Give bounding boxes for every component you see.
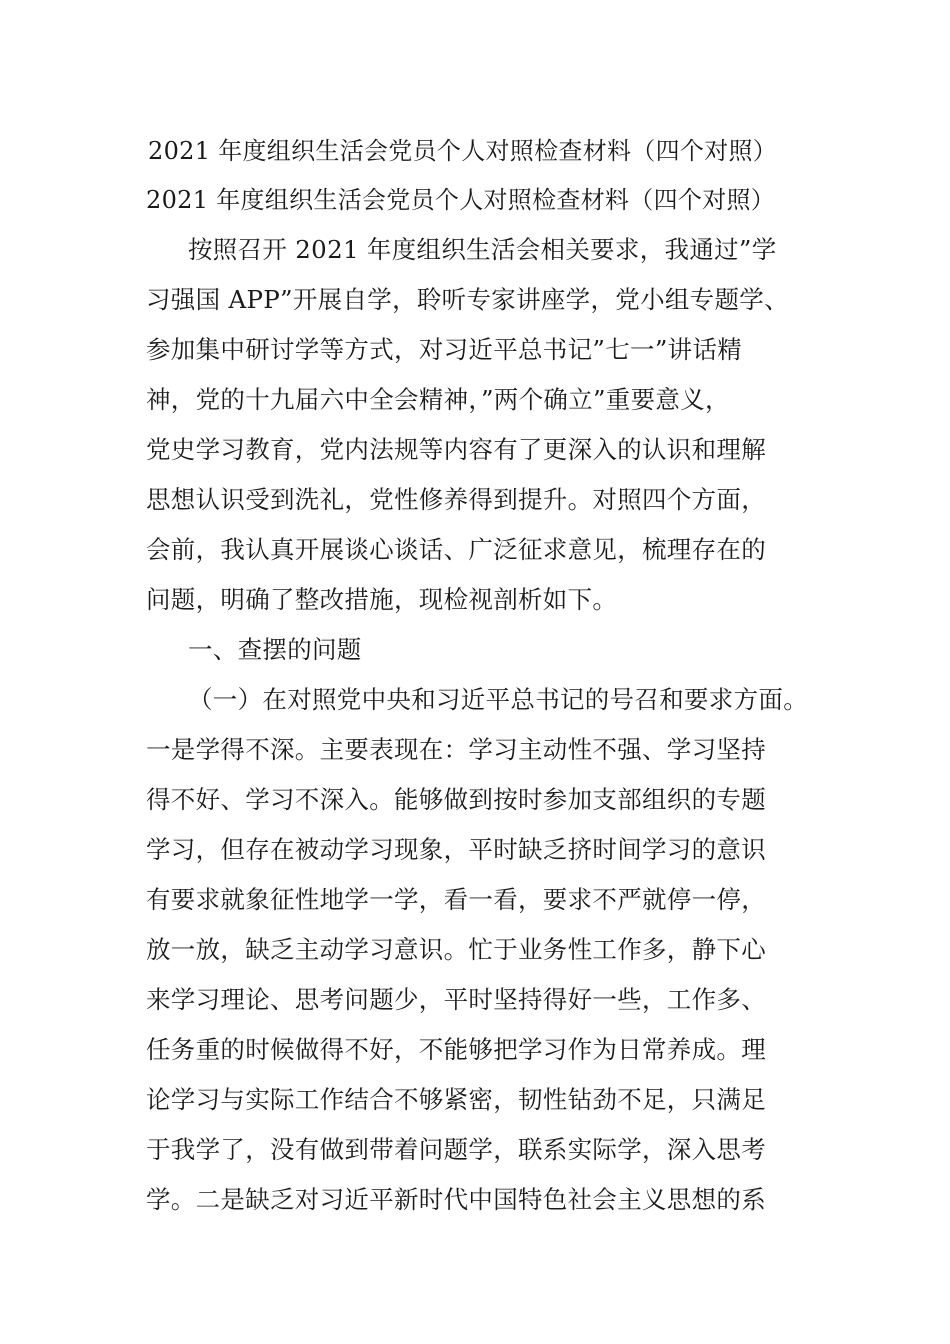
paragraph-line: 一是学得不深。主要表现在：学习主动性不强、学习坚持 [146,735,766,764]
paragraph-line: 来学习理论、思考问题少，平时坚持得好一些，工作多、 [146,985,766,1014]
paragraph-line: 习强国 APP”开展自学，聆听专家讲座学，党小组专题学、 [146,285,789,314]
paragraph-line: 按照召开 2021 年度组织生活会相关要求，我通过”学 [188,235,777,264]
paragraph-line: 学习，但存在被动学习现象，平时缺乏挤时间学习的意识 [146,835,766,864]
paragraph-line: 参加集中研讨学等方式，对习近平总书记”七一”讲话精 [146,335,743,364]
paragraph-line: 学。二是缺乏对习近平新时代中国特色社会主义思想的系 [146,1185,766,1214]
paragraph-line: 会前，我认真开展谈心谈话、广泛征求意见，梳理存在的 [146,535,766,564]
paragraph-line: 有要求就象征性地学一学，看一看，要求不严就停一停， [146,885,766,914]
section-heading: 一、查摆的问题 [188,635,362,664]
paragraph-line: 于我学了，没有做到带着问题学，联系实际学，深入思考 [146,1135,766,1164]
subsection-heading: （一）在对照党中央和习近平总书记的号召和要求方面。 [188,685,808,714]
paragraph-line: 思想认识受到洗礼，党性修养得到提升。对照四个方面， [146,485,766,514]
document-title-line-2: 2021 年度组织生活会党员个人对照检查材料（四个对照） [146,186,776,214]
paragraph-line: 神，党的十九届六中全会精神，”两个确立”重要意义， [146,385,730,414]
paragraph-line: 问题，明确了整改措施，现检视剖析如下。 [146,585,618,614]
paragraph-line: 党史学习教育，党内法规等内容有了更深入的认识和理解 [146,435,766,464]
paragraph-line: 放一放，缺乏主动学习意识。忙于业务性工作多，静下心 [146,935,766,964]
paragraph-line: 论学习与实际工作结合不够紧密，韧性钻劲不足，只满足 [146,1085,766,1114]
paragraph-line: 任务重的时候做得不好，不能够把学习作为日常养成。理 [146,1035,766,1064]
paragraph-line: 得不好、学习不深入。能够做到按时参加支部组织的专题 [146,785,766,814]
document-title-line-1: 2021 年度组织生活会党员个人对照检查材料（四个对照） [148,137,778,165]
